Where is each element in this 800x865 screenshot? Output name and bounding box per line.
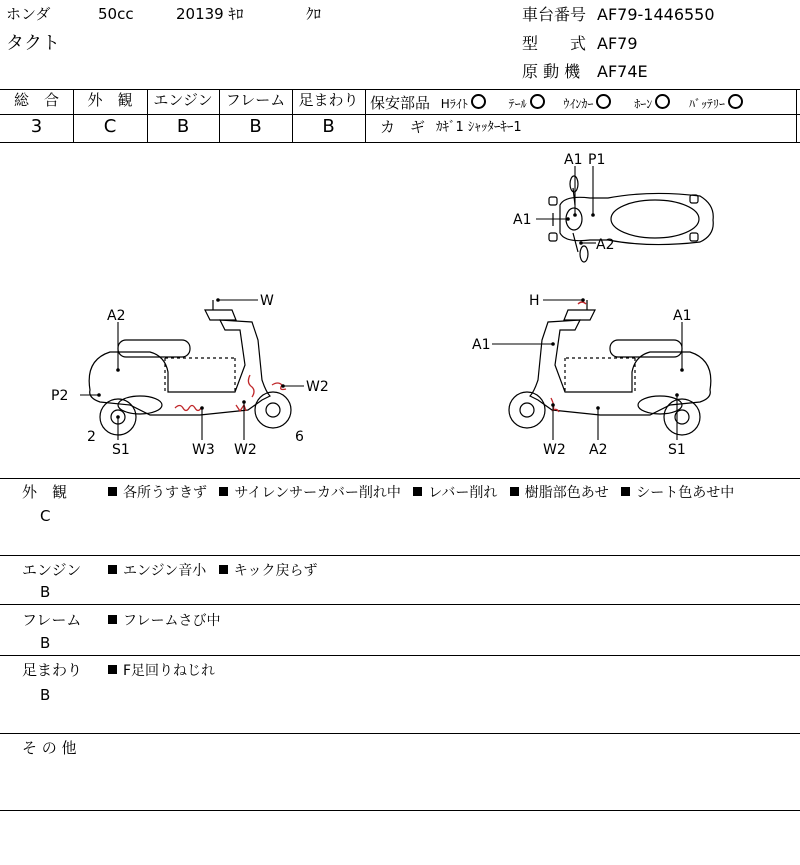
label-left-s1: S1 <box>112 442 130 458</box>
label-top-a2: A2 <box>596 237 615 253</box>
frame-no: AF79-1446550 <box>597 5 715 24</box>
remark-item: エンジン音小 <box>123 563 207 579</box>
label-left-w2-bottom: W2 <box>234 442 257 458</box>
label-left-w: W <box>260 293 274 309</box>
leader-lines <box>80 166 682 440</box>
damage-marks <box>175 302 586 412</box>
taillight-ok-icon <box>530 94 545 109</box>
grade-suspension: B <box>322 116 335 137</box>
label-right-a1-right: A1 <box>673 308 692 324</box>
frame-no-label: 車台番号 <box>522 5 587 24</box>
grade-header-frame: フレーム <box>225 91 286 109</box>
label-left-6: 6 <box>295 429 304 445</box>
mileage-unit: ｷﾛ <box>228 5 244 23</box>
remark-item: レバー削れ <box>428 485 498 501</box>
remark-item: F足回りねじれ <box>123 663 216 679</box>
grade-total: 3 <box>30 116 43 137</box>
label-left-2: 2 <box>87 429 96 445</box>
safety-taillight: ﾃｰﾙ <box>509 97 551 111</box>
remark-item: シート色あせ中 <box>636 485 735 501</box>
key-value: ｶｷﾞ1 ｼｬｯﾀｰｷｰ1 <box>436 120 522 135</box>
remark-item: 各所うすきず <box>123 485 207 501</box>
grade-engine: B <box>176 116 190 137</box>
safety-battery: ﾊﾞｯﾃﾘｰ <box>689 97 749 111</box>
headlight-ok-icon <box>471 94 486 109</box>
remark-engine-title: エンジン <box>22 561 82 579</box>
remark-item: サイレンサーカバー削れ中 <box>234 485 401 501</box>
top-view-scooter <box>549 176 713 262</box>
label-top-p1: P1 <box>588 152 606 168</box>
remark-item: フレームさび中 <box>123 613 221 629</box>
remark-engine-items <box>108 564 318 578</box>
grade-frame: B <box>249 116 262 137</box>
engine-value: AF74E <box>597 62 648 81</box>
safety-parts <box>370 94 749 111</box>
grade-header-total: 総 合 <box>13 91 59 109</box>
remark-frame-grade: B <box>40 634 51 652</box>
remark-item: 樹脂部色あせ <box>524 485 609 501</box>
grade-header-exterior: 外 観 <box>87 91 133 109</box>
safety-label: 保安部品 <box>370 94 431 112</box>
winker-ok-icon <box>596 94 611 109</box>
displacement: 50cc <box>98 5 134 23</box>
horn-ok-icon <box>655 94 670 109</box>
engine-label: 原 動 機 <box>522 62 581 81</box>
battery-ok-icon <box>728 94 743 109</box>
label-right-a2: A2 <box>589 442 608 458</box>
grade-header-engine: エンジン <box>153 91 213 109</box>
remark-exterior-title: 外 観 <box>22 483 68 501</box>
damage-diagram <box>0 143 800 478</box>
label-right-s1: S1 <box>668 442 686 458</box>
remark-suspension-grade: B <box>40 686 51 704</box>
label-left-a2: A2 <box>107 308 126 324</box>
remark-frame-items <box>108 614 220 628</box>
type-value: AF79 <box>597 34 638 53</box>
model-name: タクト <box>6 33 60 54</box>
remark-engine-grade: B <box>40 583 51 601</box>
label-top-a1-left: A1 <box>513 212 532 228</box>
grade-header-suspension: 足まわり <box>298 91 359 109</box>
remark-suspension-title: 足まわり <box>22 661 83 679</box>
label-right-a1-left: A1 <box>472 337 491 353</box>
maker: ホンダ <box>6 5 51 23</box>
remark-item: キック戻らず <box>233 563 318 579</box>
remark-exterior-grade: C <box>40 507 51 525</box>
label-top-a1: A1 <box>564 152 583 168</box>
label-left-w3: W3 <box>192 442 215 458</box>
key-label: カ ギ <box>380 118 426 136</box>
remark-other-title: そ の 他 <box>22 739 77 757</box>
safety-headlight: Hﾗｲﾄ <box>441 97 492 111</box>
grade-exterior: C <box>103 116 117 137</box>
mileage: 20139 ｷﾛ <box>176 5 244 23</box>
type-label: 型 式 <box>522 34 587 53</box>
safety-horn: ﾎｰﾝ <box>634 97 676 111</box>
safety-winker: ｳｲﾝｶｰ <box>563 97 617 111</box>
label-right-w2: W2 <box>543 442 566 458</box>
remark-suspension-items <box>108 664 215 678</box>
color: ｸﾛ <box>306 5 322 23</box>
remark-frame-title: フレーム <box>22 611 82 629</box>
label-left-p2: P2 <box>51 388 69 404</box>
remark-exterior-items <box>108 486 734 500</box>
label-right-h: H <box>529 293 540 309</box>
label-left-w2-right: W2 <box>306 379 329 395</box>
